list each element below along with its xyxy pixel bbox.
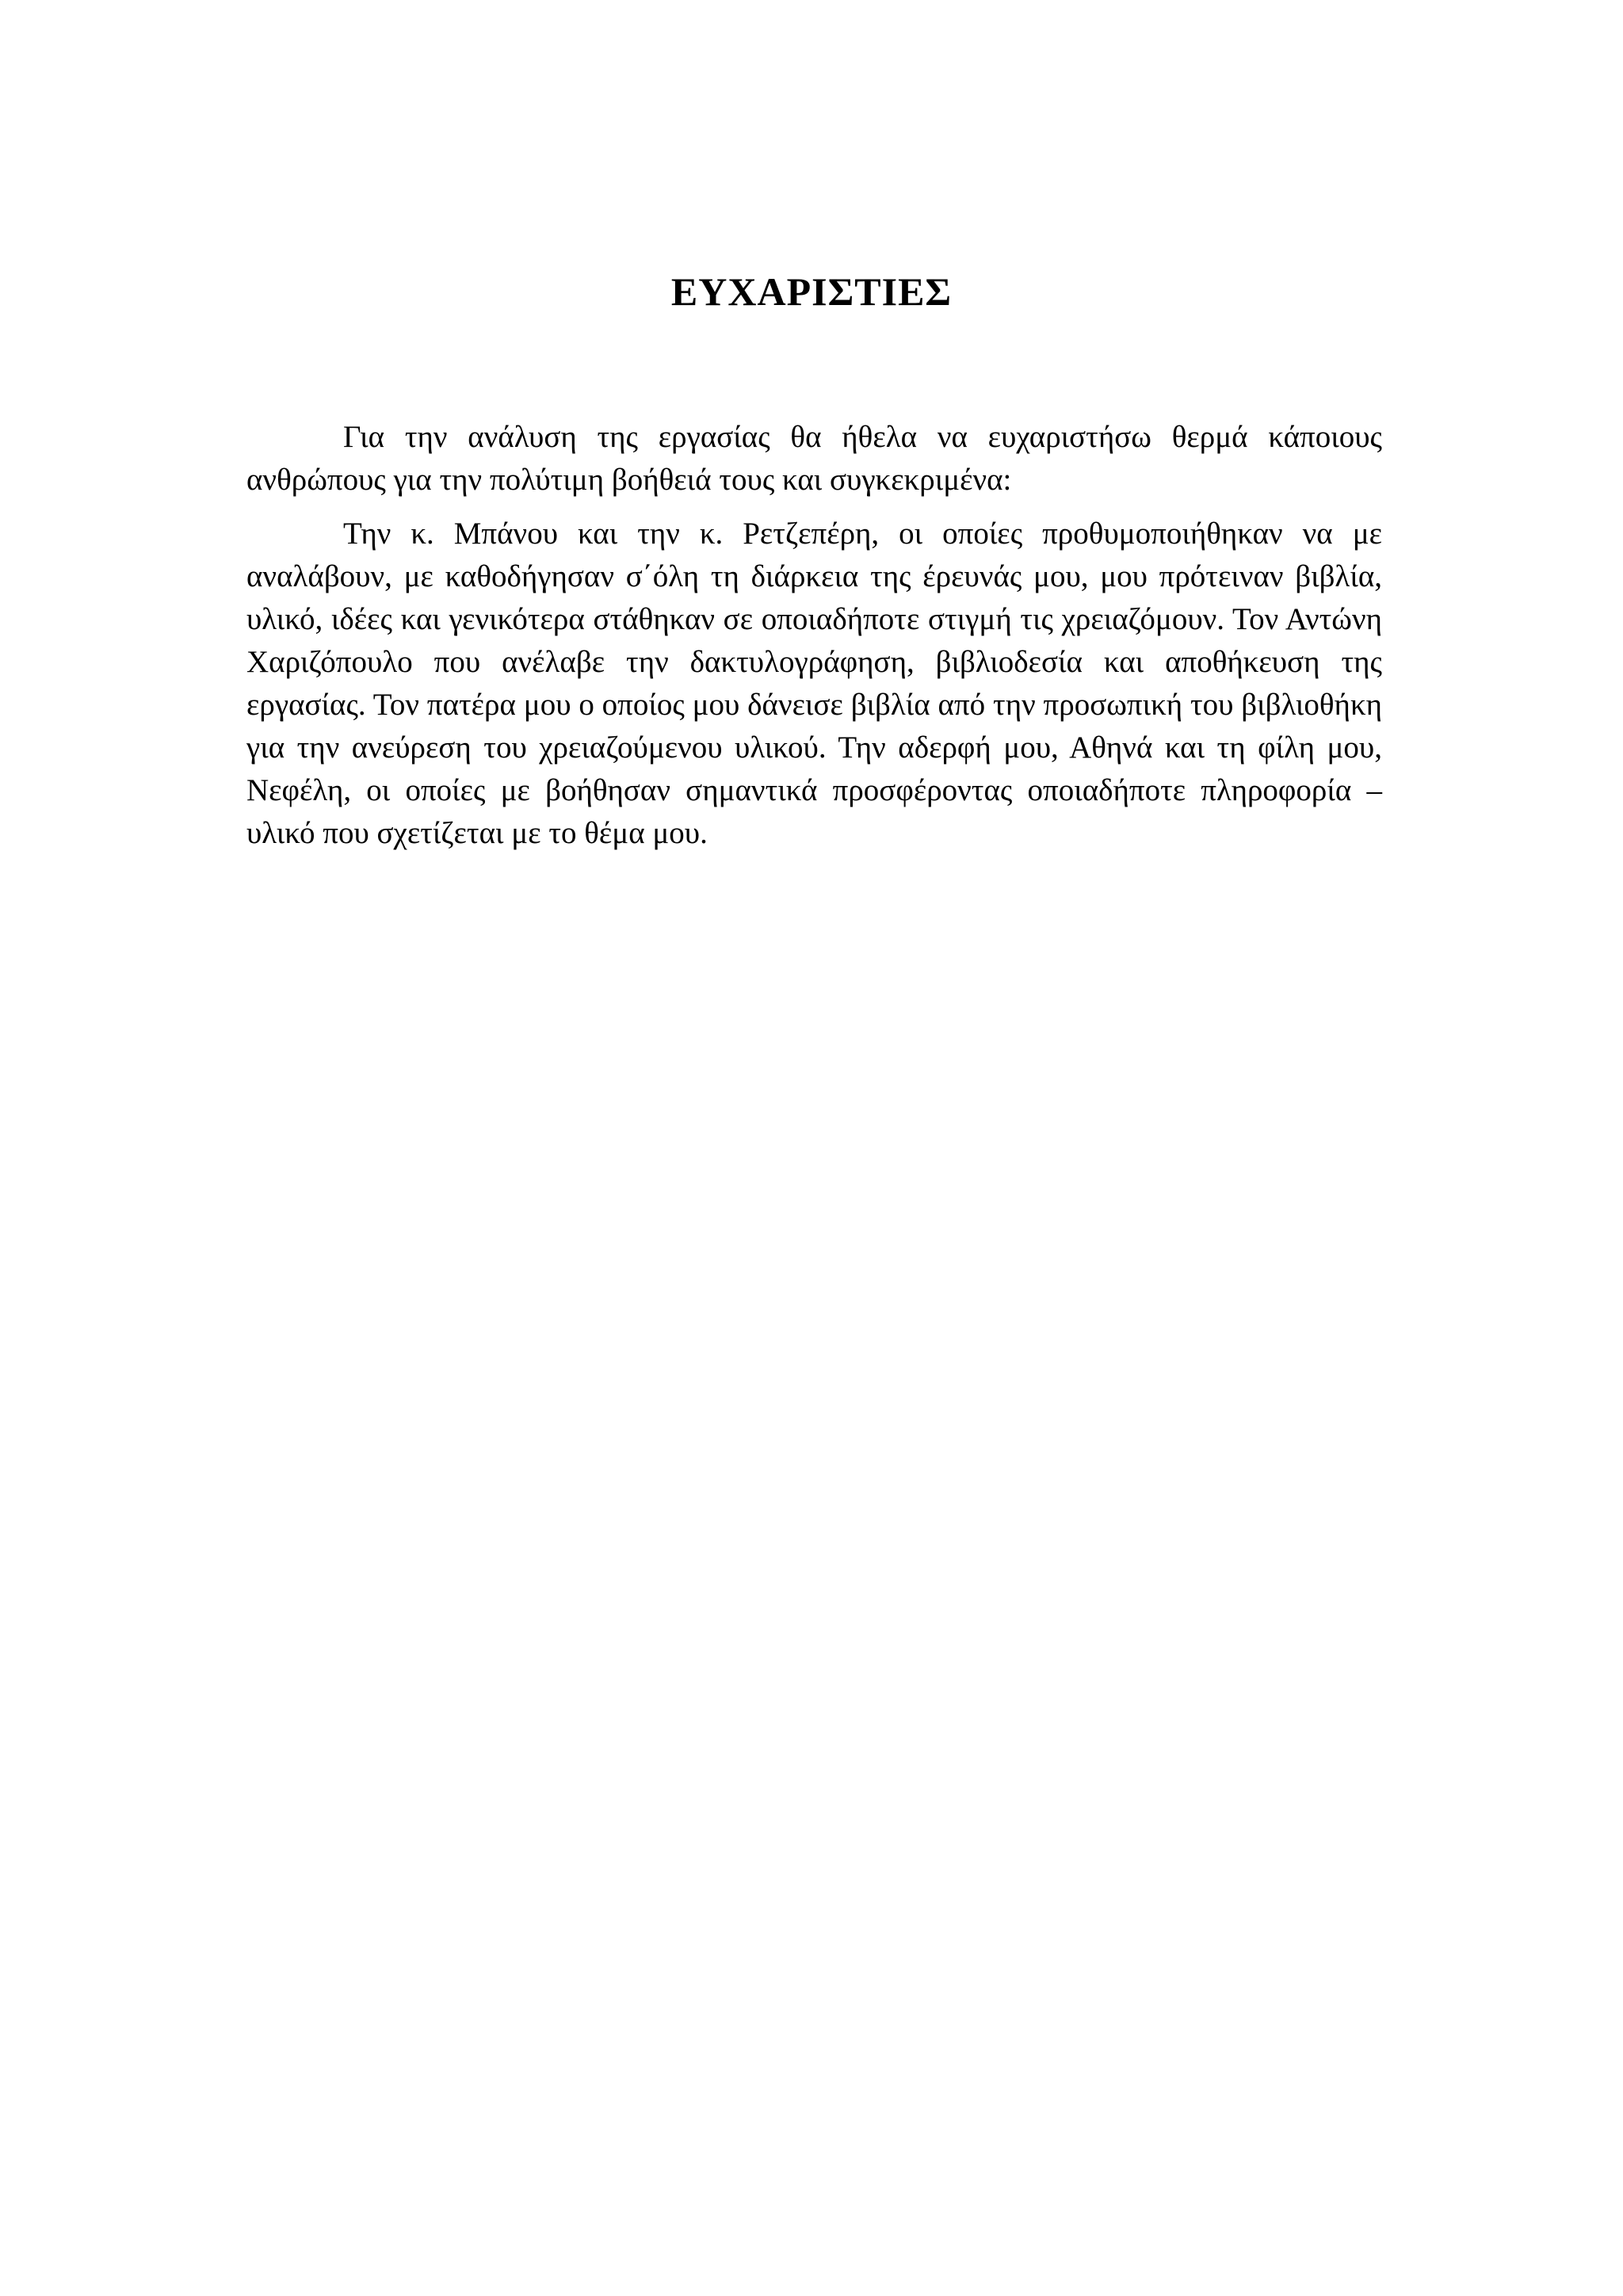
acknowledgements-body [246, 416, 1382, 855]
thanks-paragraph: Την κ. Μπάνου και την κ. Ρετζεπέρη, οι οποίες προθυμοποιήθηκαν να με αναλάβουν, με καθοδήγησαν σ΄όλη τη διάρκεια της έρευνάς μου, μου πρότειναν βιβλία, υλικό, ιδέες και γενικότερα στάθηκαν σε οποιαδήποτε στιγμή τις χρειαζόμουν. Τον Αντώνη Χαριζόπουλο που ανέλαβε την δακτυλογράφηση, βιβλιοδεσία και αποθήκευση της εργασίας. Τον πατέρα μου ο οποίος μου δάνεισε βιβλία από την προσωπική του βιβλιοθήκη για την ανεύρεση του χρειαζούμενου υλικού. Την αδερφή μου, Αθηνά και τη φίλη μου, Νεφέλη, οι οποίες με βοήθησαν σημαντικά προσφέροντας οποιαδήποτε πληροφορία – υλικό που σχετίζεται με το θέμα μου. [246, 517, 1382, 850]
page-title: ΕΥΧΑΡΙΣΤΙΕΣ [670, 269, 953, 314]
intro-paragraph: Για την ανάλυση της εργασίας θα ήθελα να ευχαριστήσω θερμά κάποιους ανθρώπους για την πολύτιμη βοήθειά τους και συγκεκριμένα: [246, 420, 1382, 497]
